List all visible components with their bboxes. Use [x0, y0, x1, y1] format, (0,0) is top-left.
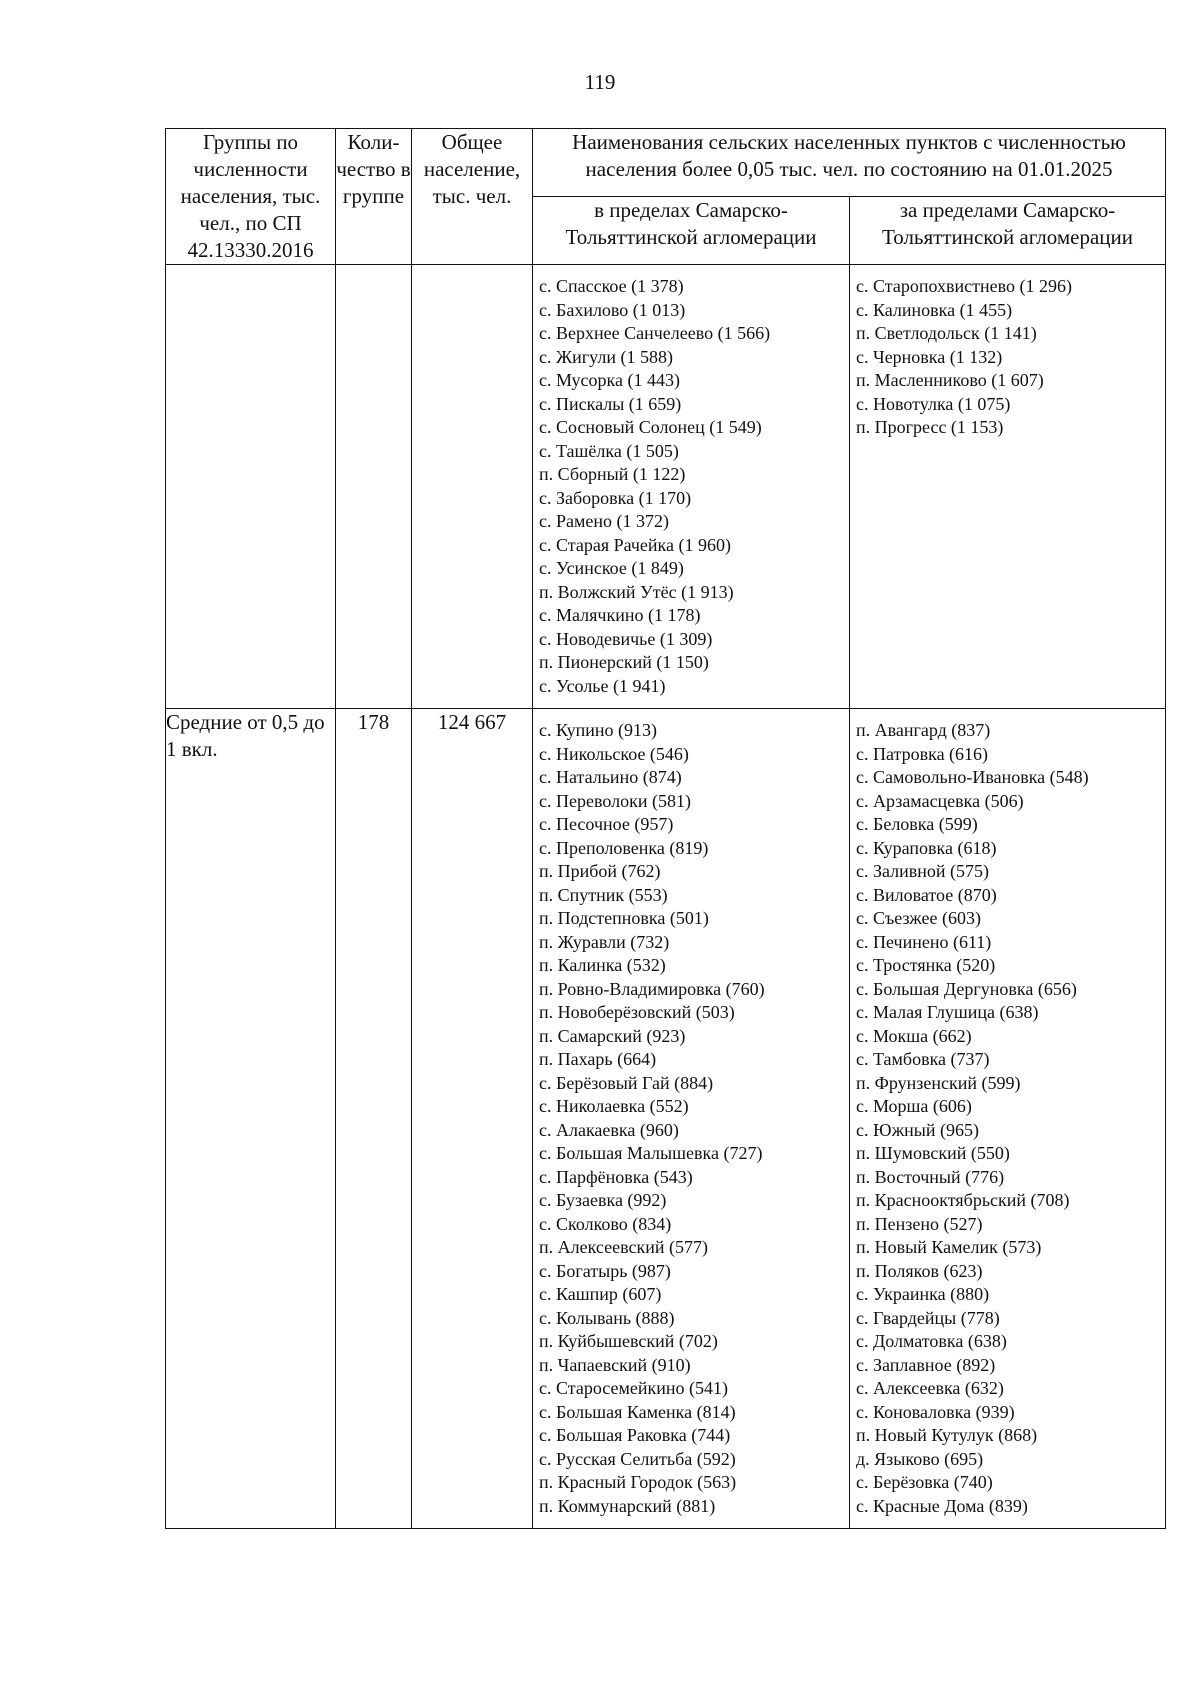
list-item: п. Красный Городок (563) [539, 1472, 737, 1492]
header-inside: в пределах Самарско-Тольяттинской агломерации [533, 197, 850, 265]
list-item: с. Красные Дома (839) [856, 1495, 1028, 1516]
list-item: с. Пискалы (1 659) [539, 393, 682, 414]
inside-cell [533, 709, 850, 1529]
list-item: с. Черновка (1 132) [856, 346, 1003, 367]
list-item: п. Восточный (776) [856, 1166, 1005, 1187]
list-item: с. Купино (913) [539, 720, 658, 740]
list-item: с. Жигули (1 588) [539, 346, 673, 367]
list-item: с. Тамбовка (737) [856, 1049, 990, 1069]
group-cell: Средние от 0,5 до 1 вкл. [166, 709, 336, 1529]
list-item: с. Бахилово (1 013) [539, 299, 686, 320]
list-item: с. Бузаевка (992) [539, 1190, 667, 1210]
list-item: с. Мокша (662) [856, 1025, 972, 1046]
list-item: с. Берёзовый Гай (884) [539, 1072, 714, 1093]
settlements-table [165, 128, 1166, 1529]
list-item: с. Заливной (575) [856, 861, 990, 881]
list-item: п. Куйбышевский (702) [539, 1331, 718, 1351]
list-item: с. Старопохвистнево (1 296) [856, 276, 1072, 296]
page-number: 119 [584, 70, 616, 94]
population-cell: 124 667 [412, 709, 533, 1529]
group-cell [166, 265, 336, 709]
list-item: с. Съезжее (603) [856, 908, 981, 928]
list-item: с. Никольское (546) [539, 743, 689, 764]
list-item: с. Долматовка (638) [856, 1331, 1007, 1351]
list-item: п. Новый Камелик (573) [856, 1237, 1042, 1257]
header-count: Количество в группе [336, 129, 412, 265]
list-item: п. Самарский (923) [539, 1025, 686, 1046]
count-cell [336, 265, 412, 709]
list-item: п. Чапаевский (910) [539, 1354, 691, 1375]
list-item: п. Новый Кутулук (868) [856, 1425, 1038, 1445]
header-names: Наименования сельских населенных пунктов с численностью населения более 0,05 тыс. чел. по состоянию на 01.01.2025 [533, 129, 1166, 197]
list-item: с. Кураповка (618) [856, 837, 997, 858]
list-item: с. Тростянка (520) [856, 955, 996, 975]
list-item: с. Песочное (957) [539, 814, 674, 834]
list-item: с. Печинено (611) [856, 931, 992, 952]
list-item: п. Коммунарский (881) [539, 1495, 716, 1516]
list-item: с. Николаевка (552) [539, 1096, 689, 1116]
list-item: с. Самовольно-Ивановка (548) [856, 767, 1089, 787]
list-item: п. Пахарь (664) [539, 1049, 657, 1069]
list-item: с. Арзамасцевка (506) [856, 790, 1024, 811]
list-item: с. Мусорка (1 443) [539, 370, 680, 390]
list-item: п. Пензено (527) [856, 1213, 983, 1234]
list-item: п. Алексеевский (577) [539, 1237, 708, 1257]
list-item: с. Малячкино (1 178) [539, 605, 701, 625]
list-item: п. Шумовский (550) [856, 1143, 1010, 1163]
list-item: с. Натальино (874) [539, 767, 682, 787]
table-row [166, 265, 1166, 709]
outside-list [850, 709, 1165, 1528]
list-item: с. Старосемейкино (541) [539, 1378, 728, 1398]
list-item: с. Патровка (616) [856, 743, 989, 764]
list-item: с. Усолье (1 941) [539, 675, 666, 696]
list-item: п. Подстепновка (501) [539, 908, 709, 928]
list-item: п. Прибой (762) [539, 861, 661, 881]
list-item: п. Волжский Утёс (1 913) [539, 581, 734, 602]
list-item: с. Украинка (880) [856, 1284, 990, 1304]
list-item: п. Авангард (837) [856, 720, 991, 740]
header-outside: за пределами Самарско-Тольяттинской агломерации [850, 197, 1166, 265]
outside-cell [850, 265, 1166, 709]
inside-list [533, 709, 849, 1528]
list-item: п. Краснооктябрьский (708) [856, 1190, 1070, 1210]
list-item: п. Масленниково (1 607) [856, 370, 1044, 390]
inside-list [533, 265, 849, 708]
list-item: п. Поляков (623) [856, 1260, 983, 1281]
header-group: Группы по численности населения, тыс. чел., по СП 42.13330.2016 [166, 129, 336, 265]
list-item: с. Преполовенка (819) [539, 837, 709, 858]
list-item: с. Русская Селитьба (592) [539, 1448, 736, 1469]
list-item: с. Южный (965) [856, 1119, 979, 1140]
list-item: п. Светлодольск (1 141) [856, 323, 1037, 343]
list-item: с. Алексеевка (632) [856, 1378, 1004, 1398]
list-item: с. Новодевичье (1 309) [539, 628, 713, 649]
list-item: п. Прогресс (1 153) [856, 417, 1004, 437]
list-item: п. Журавли (732) [539, 931, 670, 952]
list-item: п. Ровно-Владимировка (760) [539, 978, 765, 999]
list-item: с. Большая Каменка (814) [539, 1401, 736, 1422]
list-item: с. Калиновка (1 455) [856, 299, 1013, 320]
list-item: с. Большая Дергуновка (656) [856, 978, 1077, 999]
count-cell: 178 [336, 709, 412, 1529]
list-item: с. Рамено (1 372) [539, 511, 669, 531]
list-item: п. Новоберёзовский (503) [539, 1002, 735, 1022]
list-item: с. Спасское (1 378) [539, 276, 684, 296]
list-item: п. Пионерский (1 150) [539, 652, 709, 672]
outside-list [850, 265, 1165, 450]
list-item: с. Новотулка (1 075) [856, 393, 1011, 414]
list-item: с. Сколково (834) [539, 1213, 672, 1234]
list-item: п. Калинка (532) [539, 955, 666, 975]
list-item: с. Виловатое (870) [856, 884, 997, 905]
list-item: с. Сосновый Солонец (1 549) [539, 417, 762, 437]
population-cell [412, 265, 533, 709]
list-item: п. Сборный (1 122) [539, 464, 686, 484]
list-item: с. Ташёлка (1 505) [539, 440, 679, 461]
list-item: с. Морша (606) [856, 1096, 972, 1116]
list-item: с. Кашпир (607) [539, 1284, 662, 1304]
list-item: с. Малая Глушица (638) [856, 1002, 1039, 1022]
header-population: Общее население, тыс. чел. [412, 129, 533, 265]
list-item: с. Старая Рачейка (1 960) [539, 534, 732, 555]
list-item: с. Усинское (1 849) [539, 558, 684, 578]
list-item: с. Гвардейцы (778) [856, 1307, 1000, 1328]
list-item: с. Заборовка (1 170) [539, 487, 692, 508]
list-item: с. Беловка (599) [856, 814, 978, 834]
list-item: п. Спутник (553) [539, 884, 668, 905]
list-item: с. Переволоки (581) [539, 790, 691, 811]
list-item: с. Богатырь (987) [539, 1260, 671, 1281]
list-item: с. Верхнее Санчелеево (1 566) [539, 323, 771, 343]
header-row-1 [166, 129, 1166, 197]
list-item: с. Берёзовка (740) [856, 1472, 993, 1492]
inside-cell [533, 265, 850, 709]
list-item: с. Большая Малышевка (727) [539, 1143, 763, 1163]
list-item: с. Большая Раковка (744) [539, 1425, 731, 1445]
list-item: с. Коноваловка (939) [856, 1401, 1015, 1422]
table-row [166, 709, 1166, 1529]
list-item: с. Колывань (888) [539, 1307, 675, 1328]
list-item: п. Фрунзенский (599) [856, 1072, 1021, 1093]
outside-cell [850, 709, 1166, 1529]
list-item: д. Языково (695) [856, 1448, 984, 1469]
list-item: с. Парфёновка (543) [539, 1166, 693, 1187]
list-item: с. Алакаевка (960) [539, 1119, 679, 1140]
list-item: с. Заплавное (892) [856, 1354, 996, 1375]
